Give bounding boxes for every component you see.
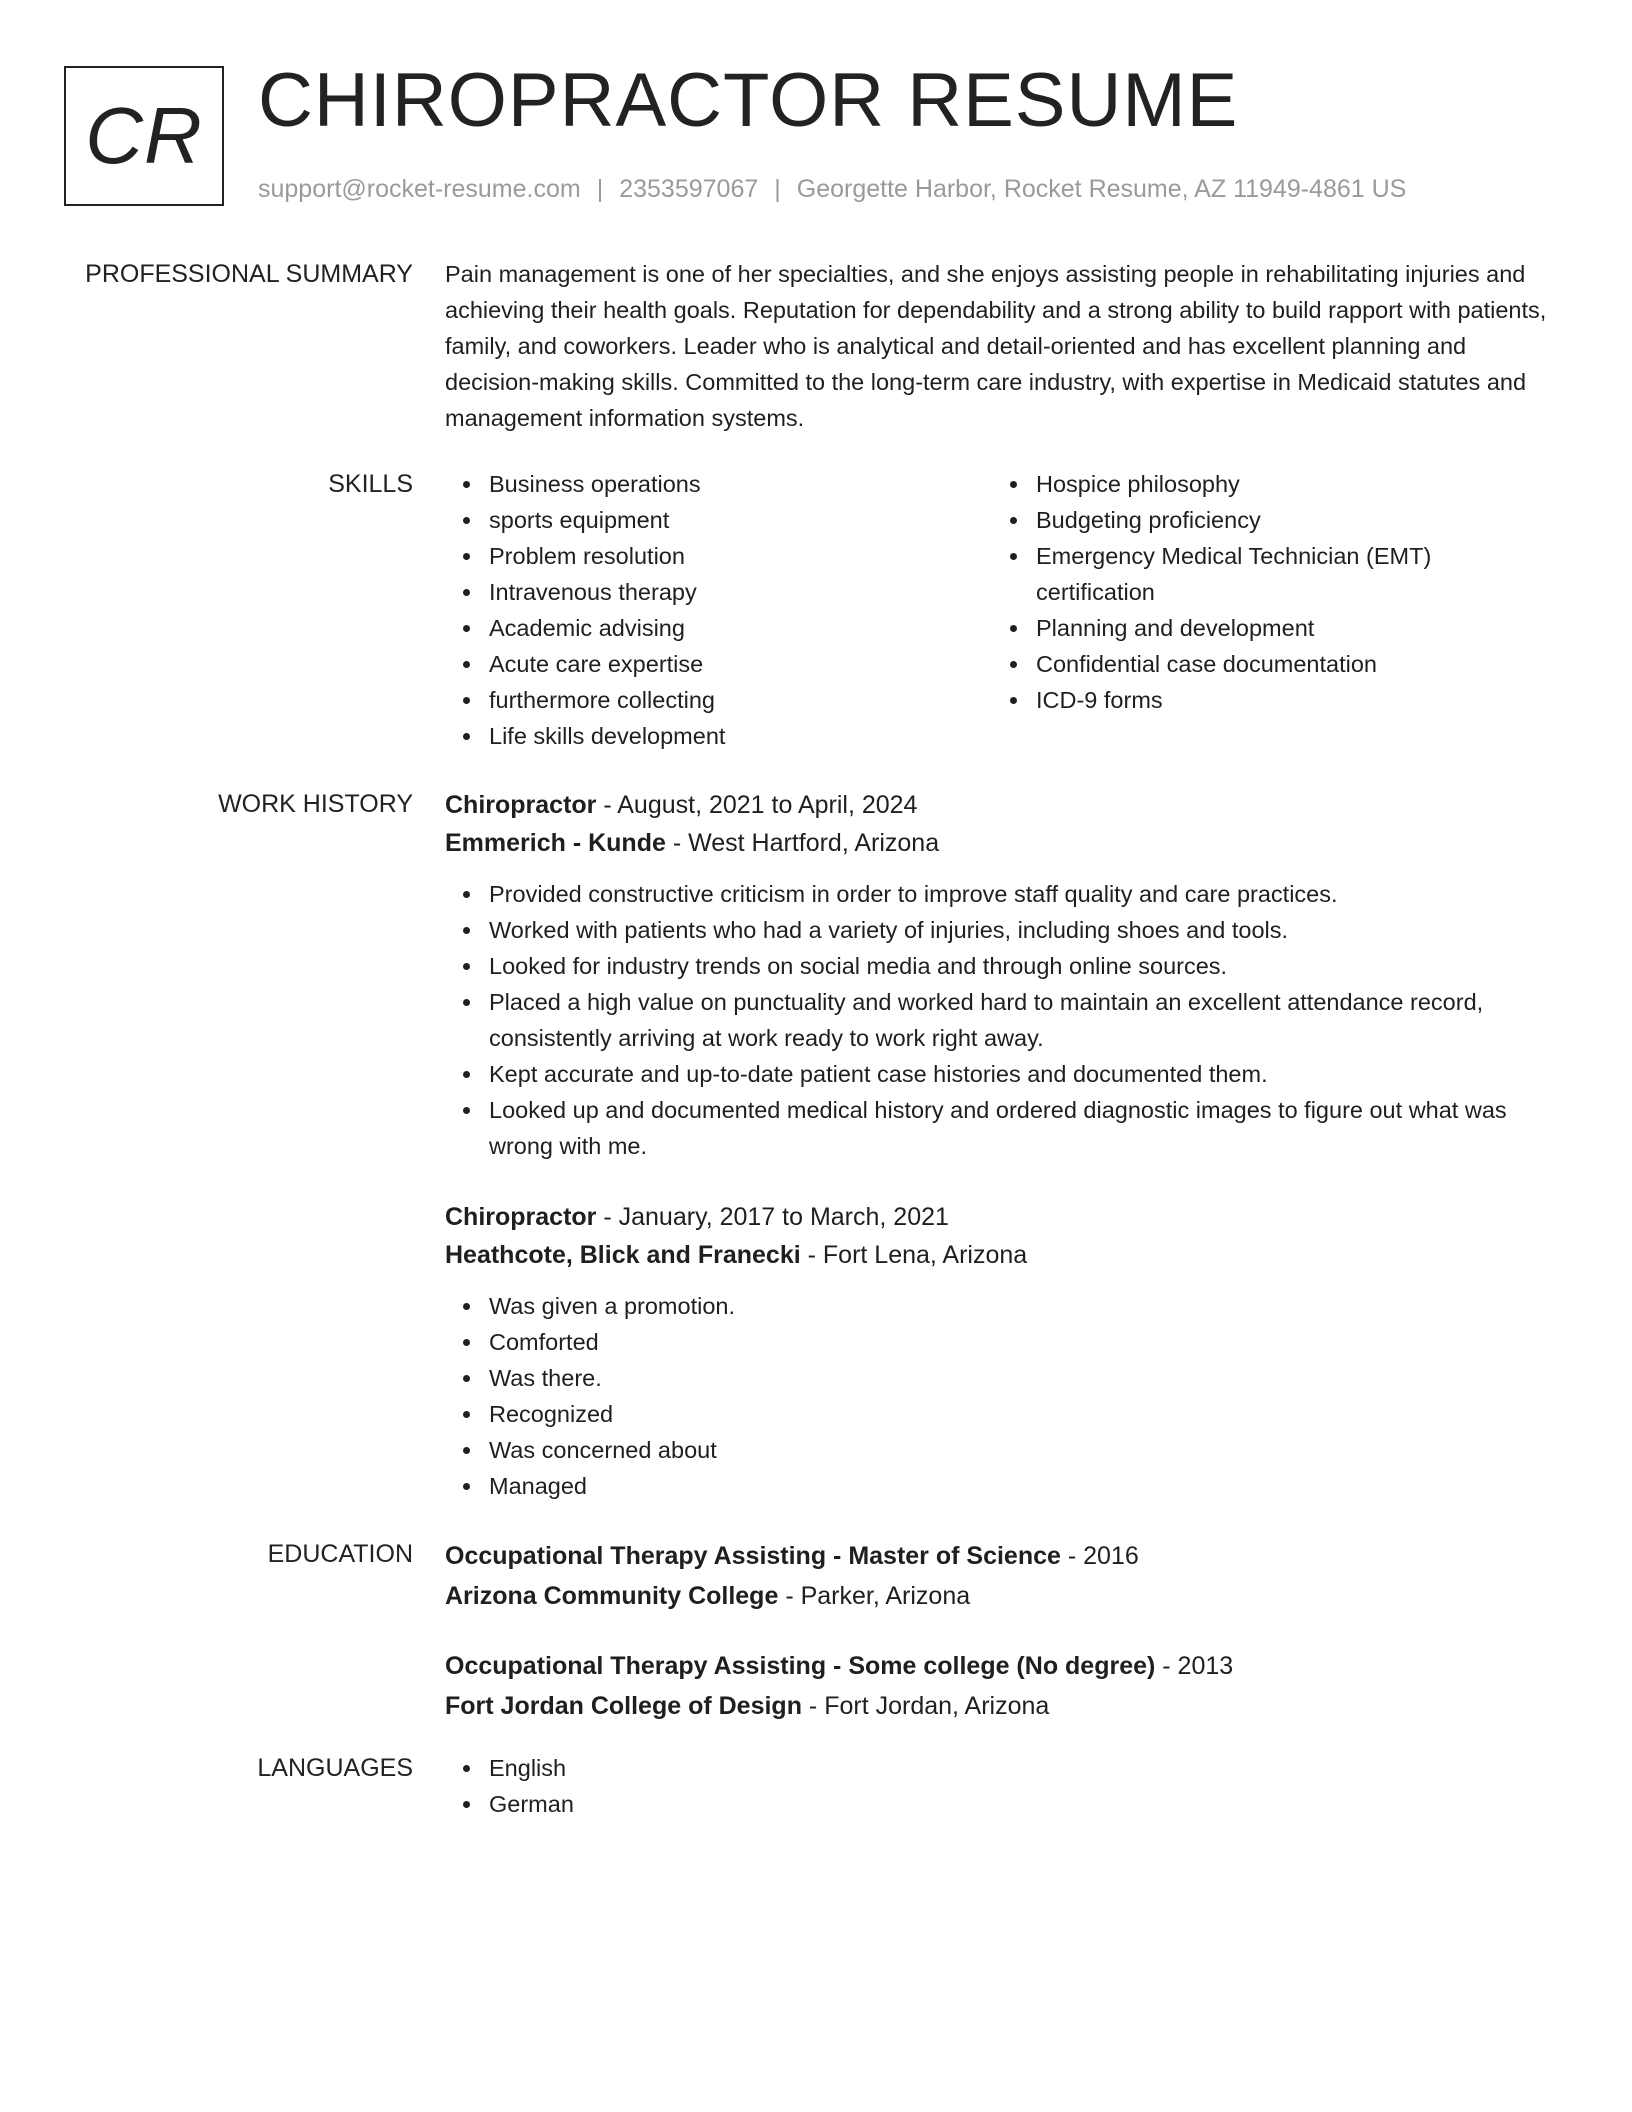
job-bullet: Was given a promotion. — [489, 1288, 1565, 1324]
job-dates: - January, 2017 to March, 2021 — [596, 1203, 949, 1231]
job-company-line — [445, 1236, 1565, 1274]
contact-address: Georgette Harbor, Rocket Resume, AZ 11949-4861 US — [796, 175, 1407, 203]
education-degree-line — [445, 1536, 1565, 1576]
language-item: German — [489, 1786, 1565, 1822]
work-history-label: WORK HISTORY — [218, 790, 413, 818]
job-entry — [445, 786, 1565, 1164]
skill-item: Life skills development — [489, 718, 992, 754]
education-body — [445, 1536, 1565, 1726]
job-title-line — [445, 1198, 1565, 1236]
job-title: Chiropractor — [445, 791, 597, 819]
job-bullet: Looked for industry trends on social media and through online sources. — [489, 948, 1565, 984]
skills-column-right — [992, 466, 1539, 754]
education-degree-line — [445, 1646, 1565, 1686]
job-bullet: Worked with patients who had a variety of injuries, including shoes and tools. — [489, 912, 1565, 948]
job-title: Chiropractor — [445, 1203, 597, 1231]
education-school-line — [445, 1686, 1565, 1726]
job-bullet: Looked up and documented medical history and ordered diagnostic images to figure out what was wrong with me. — [489, 1092, 1565, 1164]
skill-item: ICD-9 forms — [1036, 682, 1539, 718]
job-bullet-list — [445, 876, 1565, 1164]
skill-item: Intravenous therapy — [489, 574, 992, 610]
skill-item: Business operations — [489, 466, 992, 502]
education-degree: Occupational Therapy Assisting - Master of Science — [445, 1542, 1061, 1570]
education-entry — [445, 1536, 1565, 1616]
summary-label: PROFESSIONAL SUMMARY — [85, 260, 413, 288]
education-year: - 2016 — [1060, 1542, 1139, 1570]
job-bullet: Provided constructive criticism in order to improve staff quality and care practices. — [489, 876, 1565, 912]
contact-separator: | — [774, 175, 781, 203]
contact-email[interactable]: support@rocket-resume.com — [258, 175, 581, 203]
job-location: - Fort Lena, Arizona — [800, 1241, 1028, 1269]
skills-label: SKILLS — [328, 470, 413, 498]
job-bullet: Managed — [489, 1468, 1565, 1504]
education-label: EDUCATION — [267, 1540, 413, 1568]
job-bullet: Was concerned about — [489, 1432, 1565, 1468]
job-bullet: Was there. — [489, 1360, 1565, 1396]
education-year: - 2013 — [1155, 1652, 1234, 1680]
skills-body — [445, 466, 1565, 754]
education-school-line — [445, 1576, 1565, 1616]
skill-item: Planning and development — [1036, 610, 1539, 646]
education-entry — [445, 1646, 1565, 1726]
work-history-body — [445, 786, 1565, 1504]
skill-item: Acute care expertise — [489, 646, 992, 682]
job-bullet: Kept accurate and up-to-date patient case histories and documented them. — [489, 1056, 1565, 1092]
education-degree: Occupational Therapy Assisting - Some college (No degree) — [445, 1652, 1156, 1680]
languages-label: LANGUAGES — [257, 1754, 413, 1782]
job-bullet-list — [445, 1288, 1565, 1504]
skill-item: Problem resolution — [489, 538, 992, 574]
resume-title: CHIROPRACTOR RESUME — [258, 58, 1239, 143]
summary-body — [445, 256, 1565, 436]
skills-list-left — [445, 466, 992, 754]
job-company-line — [445, 824, 1565, 862]
monogram-initials: CR — [85, 91, 203, 180]
skill-item: furthermore collecting — [489, 682, 992, 718]
job-company: Emmerich - Kunde — [445, 829, 666, 857]
job-entry — [445, 1198, 1565, 1504]
monogram-box — [64, 66, 224, 206]
skills-column-left — [445, 466, 992, 754]
job-company: Heathcote, Blick and Franecki — [445, 1241, 801, 1269]
languages-list — [445, 1750, 1565, 1822]
skill-item: Budgeting proficiency — [1036, 502, 1539, 538]
contact-line — [258, 172, 1406, 206]
summary-text: Pain management is one of her specialties, and she enjoys assisting people in rehabilitating injuries and achieving their health goals. Reputation for dependability and a strong ability to build rapport with patients, family, and coworkers. Leader who is analytical and detail-oriented and has excellent planning and decision-making skills. Committed to the long-term care industry, with expertise in Medicaid statutes and management information systems. — [445, 261, 1547, 431]
language-item: English — [489, 1750, 1565, 1786]
job-dates: - August, 2021 to April, 2024 — [596, 791, 918, 819]
languages-body — [445, 1750, 1565, 1822]
skill-item: sports equipment — [489, 502, 992, 538]
job-title-line — [445, 786, 1565, 824]
job-bullet: Placed a high value on punctuality and worked hard to maintain an excellent attendance record, consistently arriving at work ready to work right away. — [489, 984, 1565, 1056]
education-location: - Fort Jordan, Arizona — [801, 1692, 1050, 1720]
job-bullet: Comforted — [489, 1324, 1565, 1360]
skill-item: Emergency Medical Technician (EMT) certification — [1036, 538, 1539, 610]
education-school: Fort Jordan College of Design — [445, 1692, 802, 1720]
job-bullet: Recognized — [489, 1396, 1565, 1432]
job-location: - West Hartford, Arizona — [665, 829, 940, 857]
contact-phone[interactable]: 2353597067 — [619, 175, 759, 203]
skill-item: Academic advising — [489, 610, 992, 646]
education-location: - Parker, Arizona — [778, 1582, 971, 1610]
contact-separator: | — [596, 175, 604, 203]
education-school: Arizona Community College — [445, 1582, 779, 1610]
skill-item: Confidential case documentation — [1036, 646, 1539, 682]
skill-item: Hospice philosophy — [1036, 466, 1539, 502]
skills-list-right — [992, 466, 1539, 718]
